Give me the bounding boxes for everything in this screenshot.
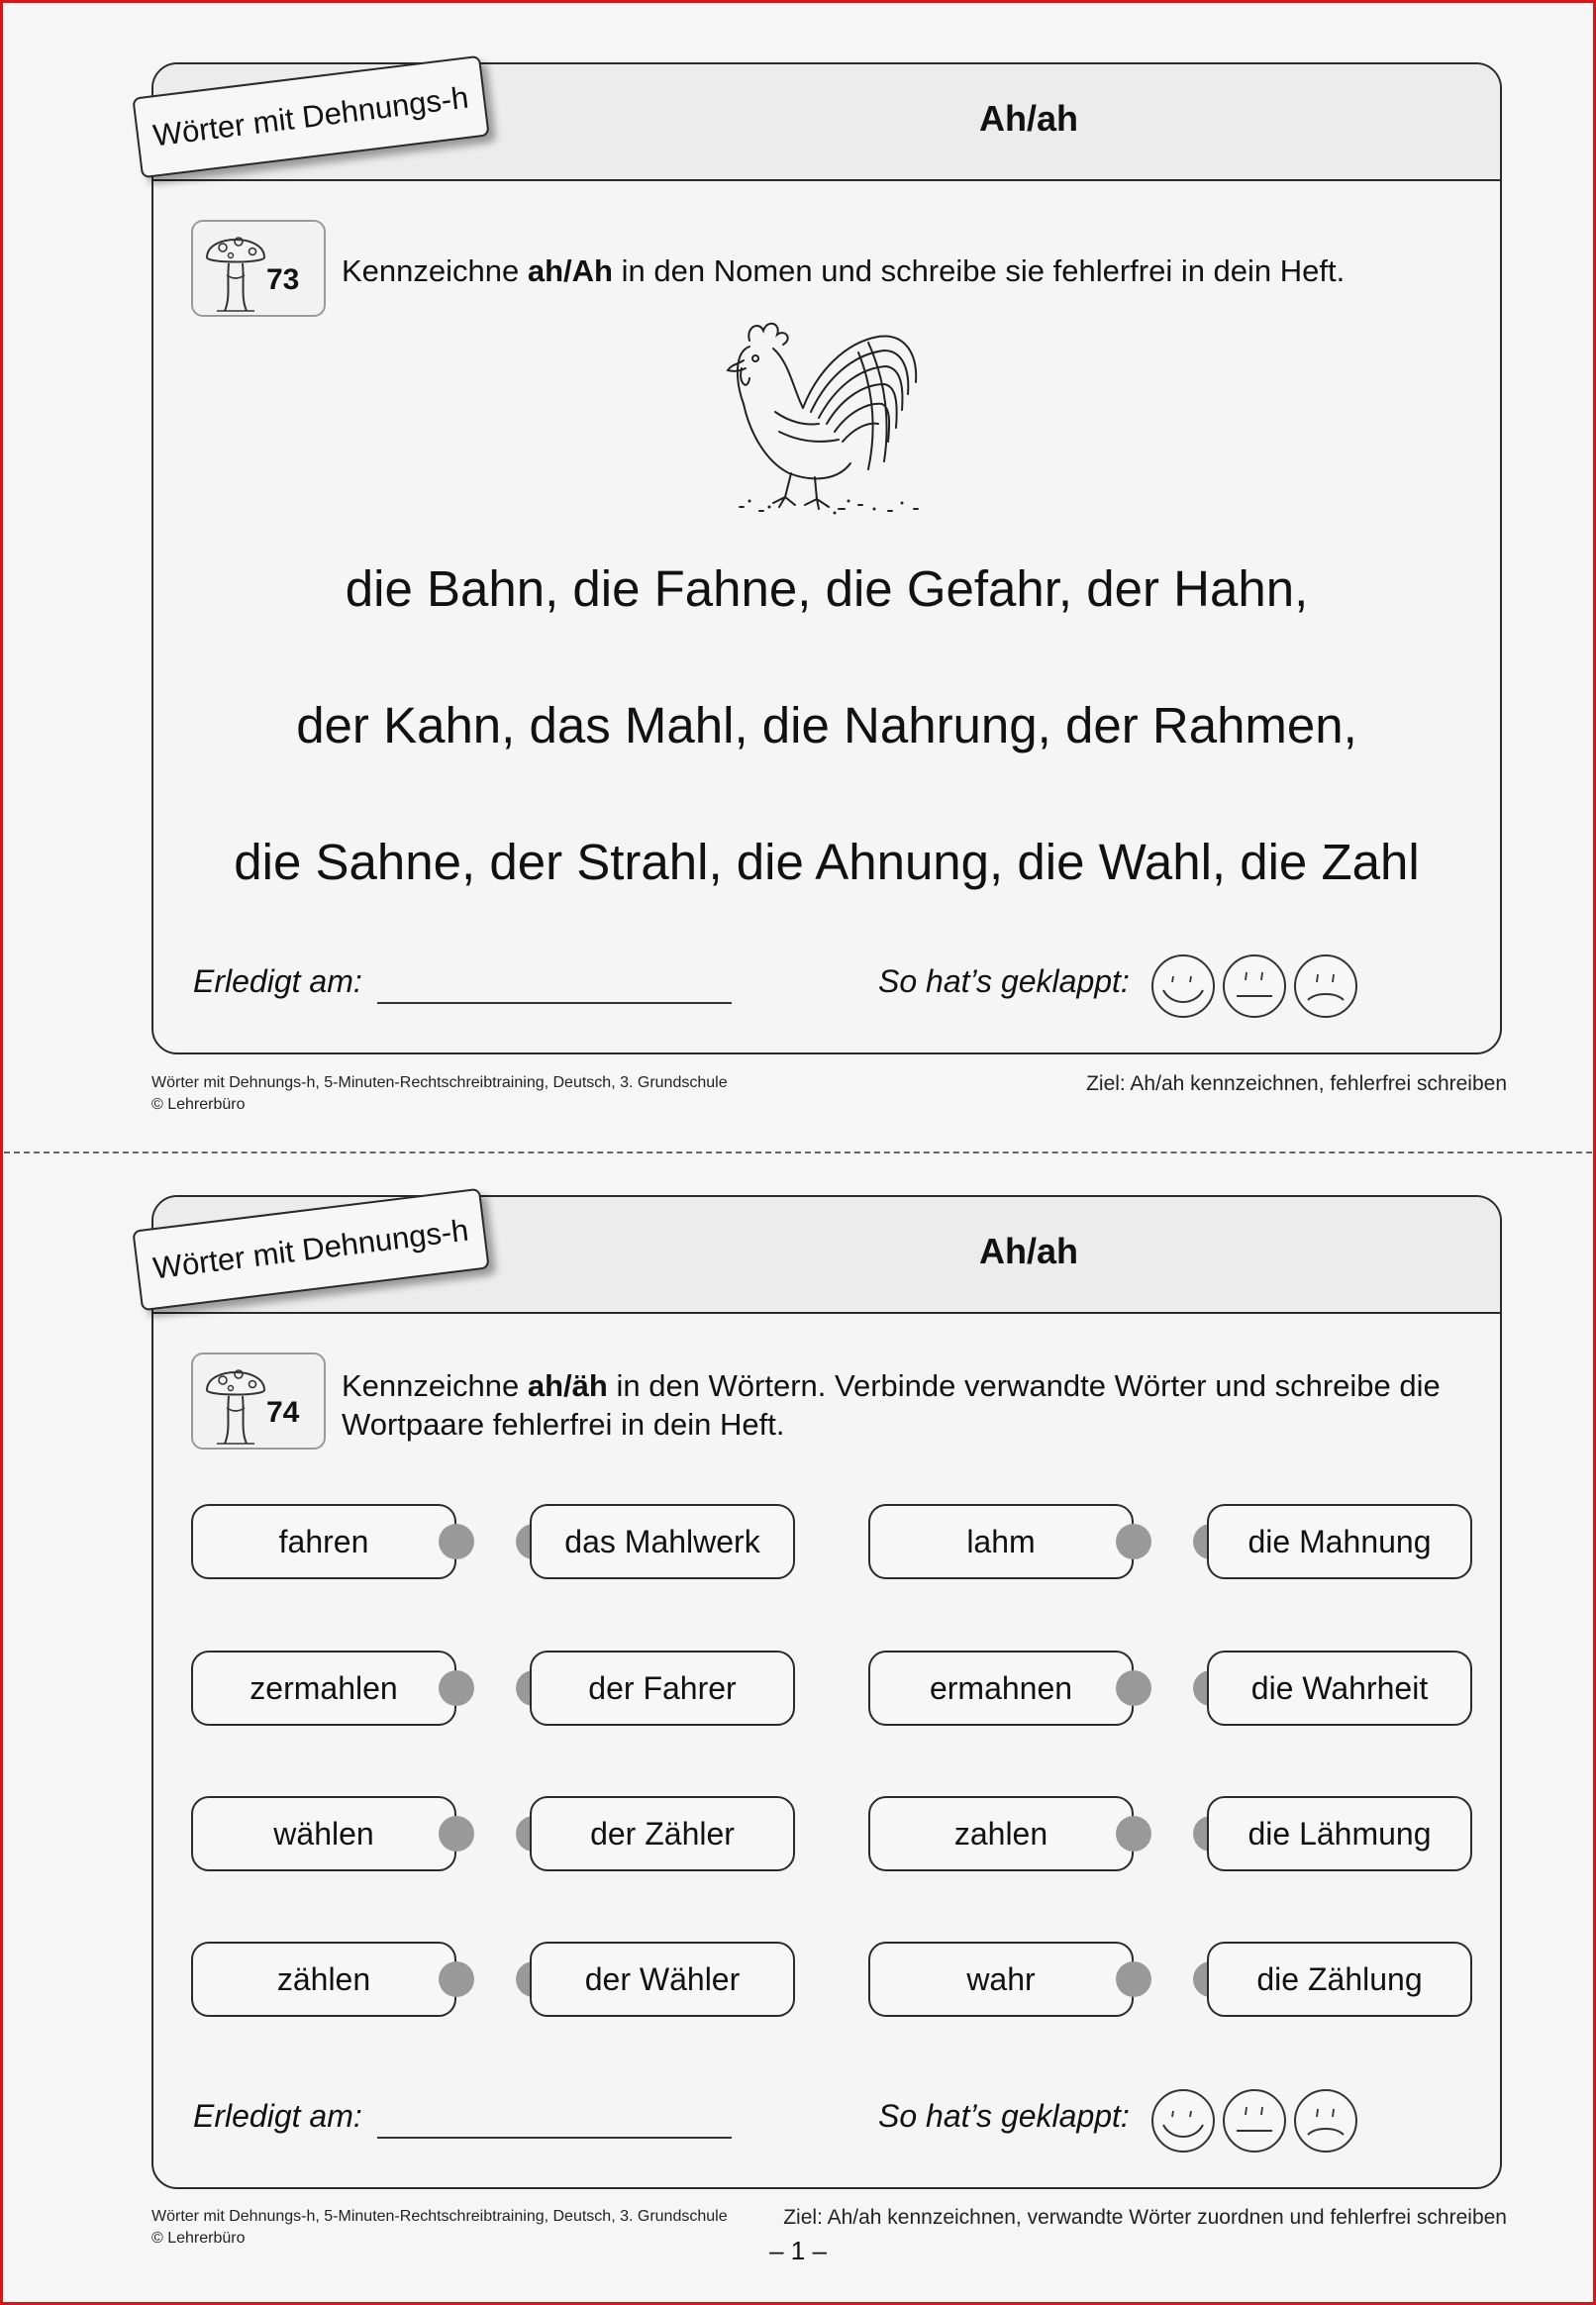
word-card[interactable]: ermahnen <box>868 1651 1134 1726</box>
sad-face-icon[interactable] <box>1292 2087 1359 2155</box>
footer-goal: Ziel: Ah/ah kennzeichnen, fehlerfrei schreiben <box>1086 1072 1507 1095</box>
footer-source: Wörter mit Dehnungs-h, 5-Minuten-Rechtschreibtraining, Deutsch, 3. Grundschule © Lehrerbüro <box>151 1074 728 1113</box>
connect-dot[interactable] <box>439 1524 474 1559</box>
connect-dot[interactable] <box>1116 1670 1151 1706</box>
connect-dot[interactable] <box>1116 1524 1151 1559</box>
topic-tag: Wörter mit Dehnungs-h <box>132 1188 489 1312</box>
happy-face-icon[interactable] <box>1149 952 1217 1020</box>
word-card[interactable]: zermahlen <box>191 1651 456 1726</box>
connect-dot[interactable] <box>439 1670 474 1706</box>
word-card[interactable]: die Wahrheit <box>1207 1651 1472 1726</box>
word-line-2: der Kahn, das Mahl, die Nahrung, der Rahmen, <box>296 697 1357 753</box>
instruction-text: Kennzeichne ah/äh in den Wörtern. Verbinde verwandte Wörter und schreibe die Wortpaare fehlerfrei in dein Heft. <box>342 1368 1441 1442</box>
mushroom-icon <box>201 224 270 315</box>
page-number: – 1 – <box>769 2236 827 2265</box>
word-card[interactable]: der Zähler <box>530 1796 795 1871</box>
word-line-1: die Bahn, die Fahne, die Gefahr, der Hahn, <box>345 560 1309 617</box>
connect-dot[interactable] <box>1116 1961 1151 1997</box>
card-title: Ah/ah <box>979 1231 1079 1271</box>
done-label: Erledigt am: <box>193 963 362 999</box>
connect-dot[interactable] <box>1116 1816 1151 1852</box>
connect-dot[interactable] <box>439 1961 474 1997</box>
footer-source: Wörter mit Dehnungs-h, 5-Minuten-Rechtschreibtraining, Deutsch, 3. Grundschule © Lehrerbüro <box>151 2208 728 2247</box>
happy-face-icon[interactable] <box>1149 2087 1217 2155</box>
word-card[interactable]: fahren <box>191 1504 456 1579</box>
word-card[interactable]: die Zählung <box>1207 1942 1472 2017</box>
connect-dot[interactable] <box>439 1816 474 1852</box>
word-card[interactable]: die Mahnung <box>1207 1504 1472 1579</box>
exercise-badge <box>191 220 326 317</box>
word-card[interactable]: lahm <box>868 1504 1134 1579</box>
rating-label: So hat’s geklappt: <box>878 963 1130 999</box>
word-card[interactable]: der Wähler <box>530 1942 795 2017</box>
cut-line <box>4 1152 1592 1153</box>
word-line-3: die Sahne, der Strahl, die Ahnung, die Wahl, die Zahl <box>234 834 1420 890</box>
mushroom-icon <box>201 1356 270 1448</box>
card-title: Ah/ah <box>979 98 1079 139</box>
sad-face-icon[interactable] <box>1292 952 1359 1020</box>
exercise-badge <box>191 1353 326 1450</box>
topic-tag: Wörter mit Dehnungs-h <box>132 55 489 179</box>
exercise-number: 74 <box>266 1396 300 1429</box>
word-card[interactable]: der Fahrer <box>530 1651 795 1726</box>
exercise-card-74 <box>151 1195 1502 2189</box>
instruction-text: Kennzeichne ah/Ah in den Nomen und schreibe sie fehlerfrei in dein Heft. <box>342 253 1346 288</box>
footer-goal: Ziel: Ah/ah kennzeichnen, verwandte Wörter zuordnen und fehlerfrei schreiben <box>783 2206 1507 2229</box>
word-card[interactable]: zahlen <box>868 1796 1134 1871</box>
neutral-face-icon[interactable] <box>1221 2087 1288 2155</box>
neutral-face-icon[interactable] <box>1221 952 1288 1020</box>
word-card[interactable]: zählen <box>191 1942 456 2017</box>
word-card[interactable]: das Mahlwerk <box>530 1504 795 1579</box>
date-write-line[interactable] <box>377 1002 732 1004</box>
word-card[interactable]: die Lähmung <box>1207 1796 1472 1871</box>
exercise-card-73 <box>151 62 1502 1054</box>
date-write-line[interactable] <box>377 2137 732 2139</box>
word-card[interactable]: wahr <box>868 1942 1134 2017</box>
exercise-number: 73 <box>266 263 300 296</box>
rooster-illustration <box>720 313 928 517</box>
rating-label: So hat’s geklappt: <box>878 2098 1130 2134</box>
done-label: Erledigt am: <box>193 2098 362 2134</box>
word-card[interactable]: wählen <box>191 1796 456 1871</box>
